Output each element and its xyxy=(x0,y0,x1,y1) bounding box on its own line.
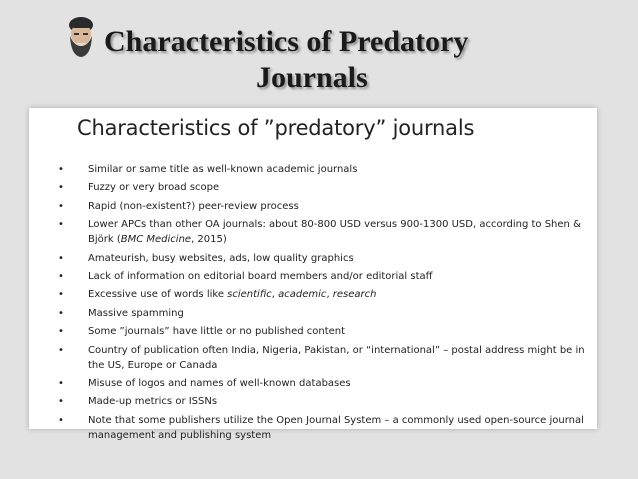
list-item-text: Made-up metrics or ISSNs xyxy=(88,396,218,408)
list-item xyxy=(58,324,588,339)
list-item xyxy=(58,376,588,391)
list-item-text: Misuse of logos and names of well-known databases xyxy=(88,377,351,389)
list-item xyxy=(58,269,588,284)
slide-title-line-2: Journals xyxy=(256,61,368,94)
list-item-text: Some ”journals” have little or no published content xyxy=(88,326,346,338)
list-item-text: Amateurish, busy websites, ads, low quality graphics xyxy=(88,252,354,264)
list-item-text: , xyxy=(326,289,333,301)
list-item-text: Excessive use of words like xyxy=(88,289,228,301)
slide-title-line-1: Characteristics of Predatory xyxy=(104,25,469,58)
list-item xyxy=(58,394,588,409)
list-item-text: Note that some publishers utilize the Open Journal System – a commonly used open-source journal management and publishing system xyxy=(88,414,584,441)
list-item xyxy=(58,199,588,214)
list-item xyxy=(58,251,588,266)
panel-heading: Characteristics of ”predatory” journals xyxy=(77,116,475,140)
list-item-text: Rapid (non-existent?) peer-review process xyxy=(88,200,299,212)
list-item xyxy=(58,413,588,443)
title-area xyxy=(0,14,638,104)
list-item-text: Similar or same title as well-known academic journals xyxy=(88,164,358,175)
list-item xyxy=(58,306,588,321)
list-item-text: Lower APCs than other OA journals: about 80-800 USD versus 900-1300 USD, according to Shen & Björk ( xyxy=(88,219,581,246)
list-item xyxy=(58,162,588,177)
content-panel xyxy=(29,108,597,441)
slide-title xyxy=(104,24,624,96)
list-item-emphasis: research xyxy=(332,289,377,301)
bullet-list xyxy=(58,162,588,446)
list-item xyxy=(58,180,588,195)
list-item-emphasis: scientific xyxy=(227,289,272,301)
list-item-emphasis: BMC Medicine xyxy=(120,234,192,246)
list-item-text: Lack of information on editorial board members and/or editorial staff xyxy=(88,270,433,282)
list-item-text: Massive spamming xyxy=(88,307,184,319)
list-item-text: , 2015) xyxy=(191,234,227,246)
list-item-text: Fuzzy or very broad scope xyxy=(88,182,220,194)
list-item-emphasis: academic xyxy=(278,289,327,301)
bearded-face-icon xyxy=(64,16,98,58)
list-item xyxy=(58,217,588,247)
list-item-text: Country of publication often India, Nigeria, Pakistan, or “international” – postal address might be in the US, Europe or Canada xyxy=(88,344,585,371)
list-item xyxy=(58,287,588,302)
list-item xyxy=(58,343,588,373)
list-item-text: , xyxy=(271,289,279,301)
